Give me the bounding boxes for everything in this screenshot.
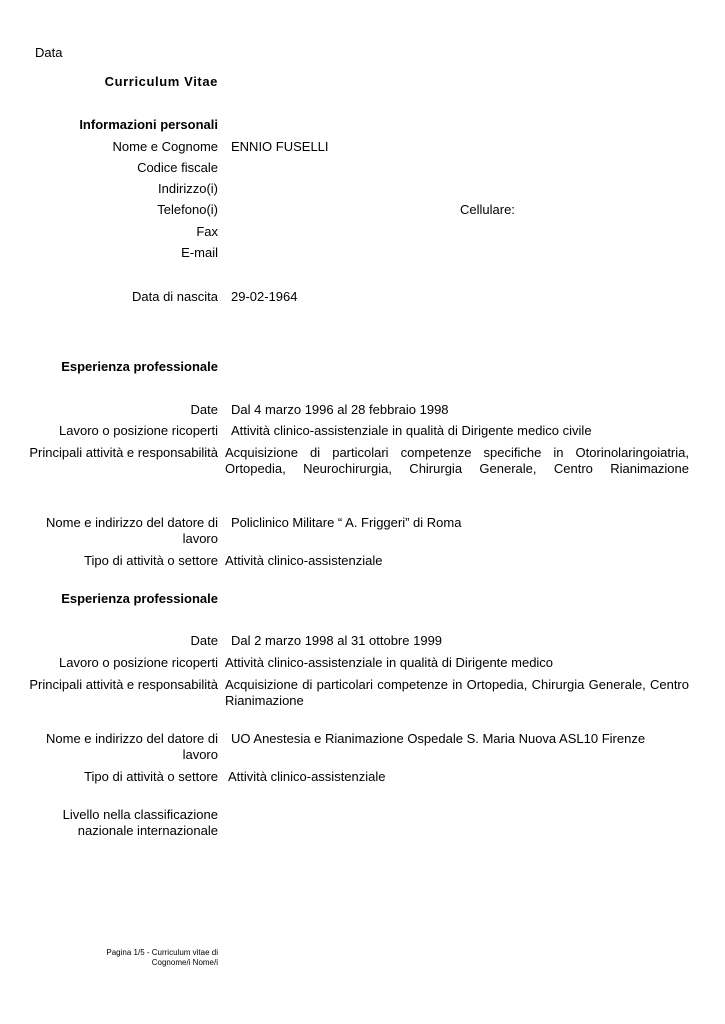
employer-value: UO Anestesia e Rianimazione Ospedale S. Maria Nuova ASL10 Firenze (231, 731, 646, 746)
section-heading-experience-2: Esperienza professionale (61, 591, 218, 606)
sector-label: Tipo di attività o settore (84, 769, 218, 784)
page-title: Curriculum Vitae (104, 74, 218, 89)
date-label: Date (190, 402, 218, 417)
birth-date-value: 29-02-1964 (231, 289, 298, 304)
tasks-label: Principali attività e responsabilità (29, 445, 218, 460)
tax-code-label: Codice fiscale (137, 160, 218, 175)
role-label: Lavoro o posizione ricoperti (59, 655, 218, 670)
email-label: E-mail (181, 245, 218, 260)
tasks-label: Principali attività e responsabilità (29, 677, 218, 692)
section-heading-experience-1: Esperienza professionale (61, 359, 218, 374)
data-label: Data (35, 45, 63, 60)
mobile-label: Cellulare: (460, 202, 515, 217)
employer-value: Policlinico Militare “ A. Friggeri” di Roma (231, 515, 462, 530)
employer-label: Nome e indirizzo del datore di lavoro (46, 731, 218, 762)
sector-label: Tipo di attività o settore (84, 553, 218, 568)
section-heading-personal: Informazioni personali (79, 117, 218, 132)
sector-value: Attività clinico-assistenziale (228, 769, 386, 784)
address-label: Indirizzo(i) (158, 181, 218, 196)
footer-line-1: Pagina 1/5 - Curriculum vitae di (106, 948, 218, 957)
name-value: ENNIO FUSELLI (231, 139, 329, 154)
fax-label: Fax (196, 224, 218, 239)
employer-label: Nome e indirizzo del datore di lavoro (46, 515, 218, 546)
sector-value: Attività clinico-assistenziale (225, 553, 383, 568)
role-value: Attività clinico-assistenziale in qualità di Dirigente medico civile (231, 423, 592, 438)
tasks-value: Acquisizione di particolari competenze in Ortopedia, Chirurgia Generale, Centro Rianimazione (225, 677, 689, 708)
name-label: Nome e Cognome (112, 139, 218, 154)
date-label: Date (190, 633, 218, 648)
birth-date-label: Data di nascita (132, 289, 218, 304)
role-label: Lavoro o posizione ricoperti (59, 423, 218, 438)
role-value: Attività clinico-assistenziale in qualità di Dirigente medico (225, 655, 554, 670)
phone-label: Telefono(i) (157, 202, 218, 217)
date-value: Dal 4 marzo 1996 al 28 febbraio 1998 (231, 402, 449, 417)
date-value: Dal 2 marzo 1998 al 31 ottobre 1999 (231, 633, 443, 648)
footer-line-2: Cognome/i Nome/i (151, 958, 218, 967)
tasks-value: Acquisizione di particolari competenze specifiche in Otorinolaringoiatria, Ortopedia, Neurochirurgia, Chirurgia Generale, Centro Rianimazione (225, 445, 689, 476)
classification-label: Livello nella classificazione nazionale internazionale (62, 807, 218, 838)
